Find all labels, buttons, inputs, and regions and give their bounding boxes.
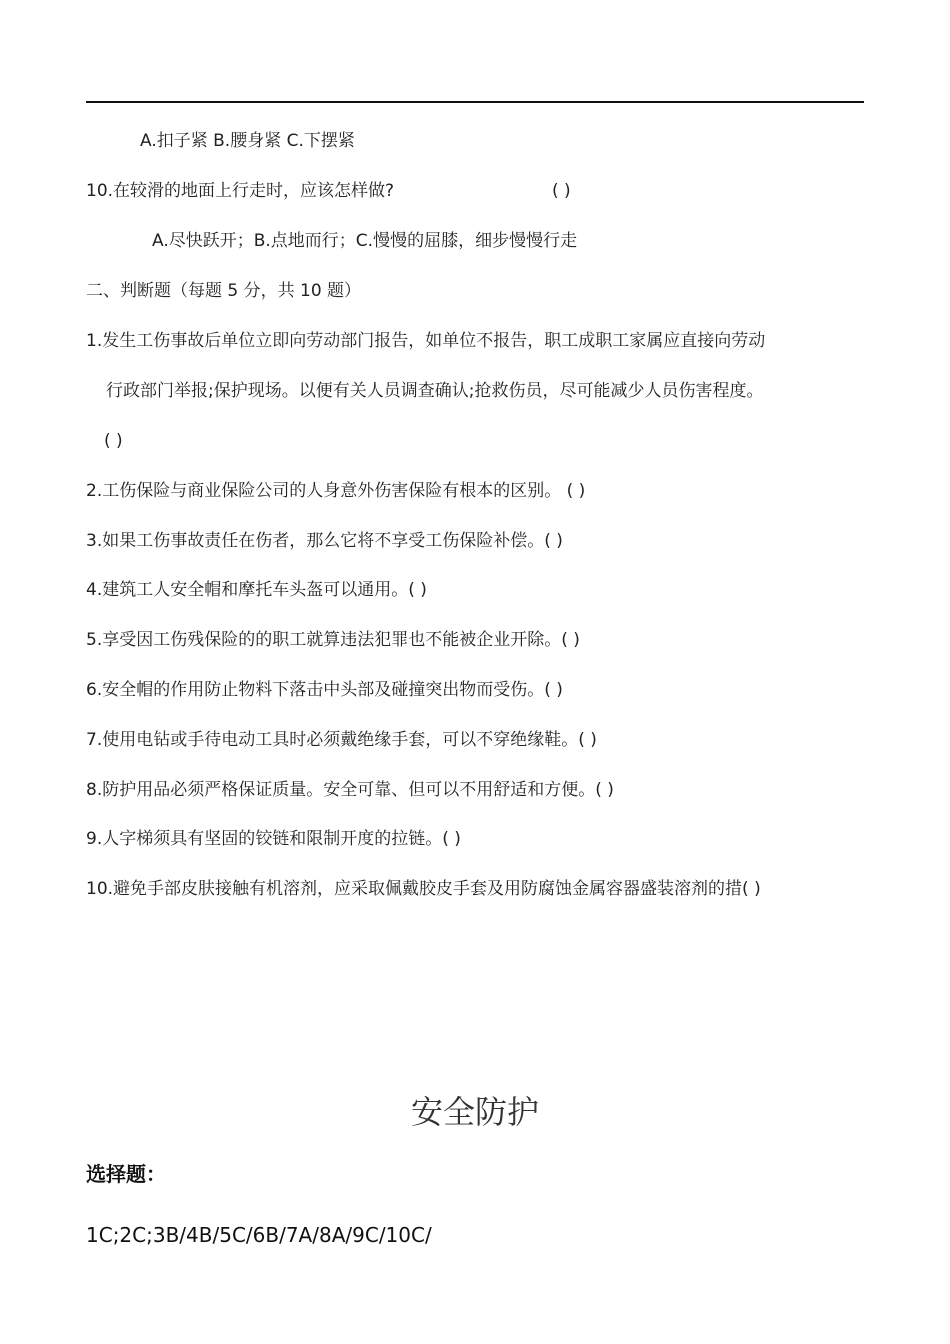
judgment-heading: 二、判断题（每题 5 分，共 10 题） bbox=[86, 281, 362, 301]
judgment-item-5: 5.享受因工伤残保险的的职工就算违法犯罪也不能被企业开除。( ) bbox=[86, 630, 580, 650]
answer-subheading: 选择题： bbox=[86, 1162, 166, 1186]
header-rule bbox=[86, 101, 864, 103]
judgment-item-1-line2: 行政部门举报;保护现场。以便有关人员调查确认;抢救伤员，尽可能减少人员伤害程度。 bbox=[106, 381, 764, 401]
answer-title: 安全防护 bbox=[410, 1093, 539, 1131]
judgment-item-10: 10.避免手部皮肤接触有机溶剂，应采取佩戴胶皮手套及用防腐蚀金属容器盛装溶剂的措( ) bbox=[86, 879, 761, 899]
judgment-item-4: 4.建筑工人安全帽和摩托车头盔可以通用。( ) bbox=[86, 580, 427, 600]
q9-options: A.扣子紧 B.腰身紧 C.下摆紧 bbox=[140, 131, 355, 151]
judgment-item-3: 3.如果工伤事故责任在伤者，那么它将不享受工伤保险补偿。( ) bbox=[86, 531, 563, 551]
q10-options: A.尽快跃开；B.点地而行；C.慢慢的屈膝，细步慢慢行走 bbox=[152, 231, 578, 251]
judgment-item-1-line1: 1.发生工伤事故后单位立即向劳动部门报告，如单位不报告，职工成职工家属应直接向劳动 bbox=[86, 331, 766, 351]
judgment-item-9: 9.人字梯须具有坚固的铰链和限制开度的拉链。( ) bbox=[86, 829, 461, 849]
judgment-item-2: 2.工伤保险与商业保险公司的人身意外伤害保险有根本的区别。 ( ) bbox=[86, 481, 586, 501]
judgment-item-7: 7.使用电钻或手待电动工具时必须戴绝缘手套，可以不穿绝缘鞋。( ) bbox=[86, 730, 597, 750]
q10-answer-blank: ( ) bbox=[552, 181, 571, 201]
judgment-item-8: 8.防护用品必须严格保证质量。安全可靠、但可以不用舒适和方便。( ) bbox=[86, 780, 614, 800]
judgment-item-1-blank: ( ) bbox=[104, 431, 123, 451]
q10-stem: 10.在较滑的地面上行走时，应该怎样做? bbox=[86, 181, 395, 201]
answer-key: 1C;2C;3B/4B/5C/6B/7A/8A/9C/10C/ bbox=[86, 1223, 432, 1247]
judgment-item-6: 6.安全帽的作用防止物料下落击中头部及碰撞突出物而受伤。( ) bbox=[86, 680, 563, 700]
